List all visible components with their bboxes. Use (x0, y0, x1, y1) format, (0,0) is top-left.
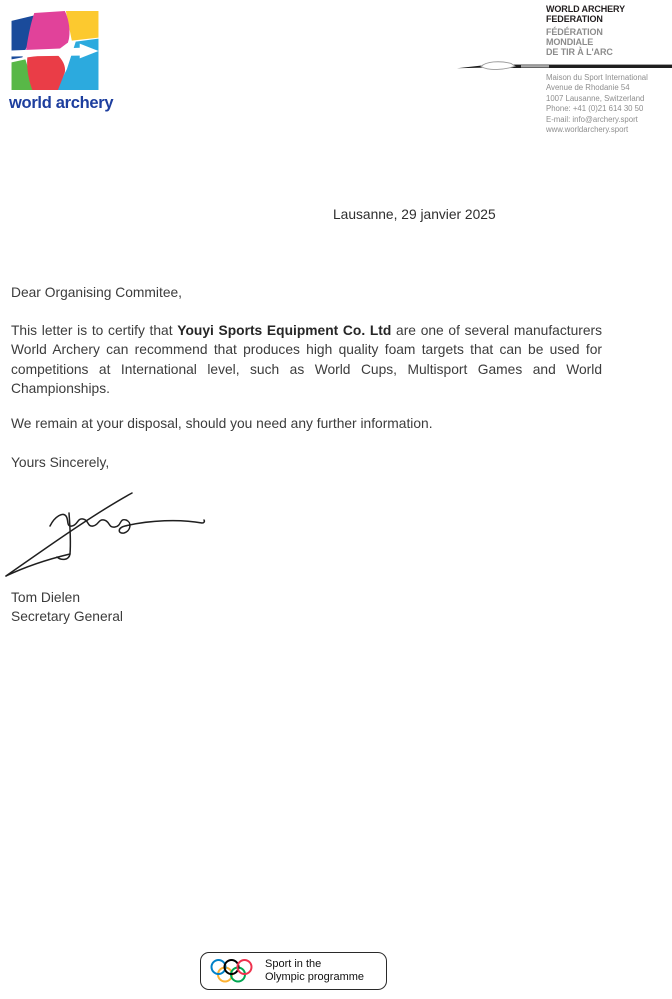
body-paragraph (11, 321, 602, 398)
federation-fr-line2: MONDIALE (546, 36, 594, 47)
signature-stroke (6, 493, 132, 576)
signature-block (11, 588, 123, 627)
olympic-rings-icon (209, 957, 255, 985)
world-archery-logo-icon (10, 10, 100, 94)
olympic-badge-text (265, 958, 364, 984)
federation-en-line2: FEDERATION (546, 13, 603, 24)
badge-line2: Olympic programme (265, 971, 365, 983)
logo-yellow-segment (66, 11, 99, 41)
arrow-shaft-band (521, 65, 549, 67)
letterhead-address (546, 73, 648, 135)
federation-fr-line1: FÉDÉRATION (546, 27, 603, 37)
signature-stroke (6, 554, 70, 576)
federation-en-line1: WORLD ARCHERY (546, 4, 626, 14)
company-name: Youyi Sports Equipment Co. Ltd (177, 323, 392, 338)
federation-name-fr (546, 28, 613, 58)
olympic-badge (200, 952, 387, 990)
body-rest-text: are one of several manufacturers World Archery can recommend that produces high quality foam targets that can be used for competitions at International level, such as World Cups, Multisport Games and World Championships. (11, 323, 603, 396)
address-line: Phone: +41 (0)21 614 30 50 (546, 104, 644, 114)
address-line: 1007 Lausanne, Switzerland (546, 93, 645, 103)
body-lead-text: This letter is to certify that (11, 323, 178, 338)
federation-fr-line3: DE TIR À L'ARC (546, 46, 613, 57)
signature-image (5, 486, 215, 578)
signer-name: Tom Dielen (11, 590, 81, 605)
arrow-nock (457, 65, 483, 68)
logo-red-bow-limb (27, 53, 65, 90)
wordmark: world archery (9, 94, 114, 112)
arrow-fletching (481, 62, 515, 70)
address-line: Maison du Sport International (546, 73, 648, 82)
signer-title: Secretary General (11, 609, 123, 625)
address-line: Avenue de Rhodanie 54 (546, 83, 630, 93)
salutation: Dear Organising Commitee, (11, 285, 182, 300)
address-email: E-mail: info@archery.sport (546, 114, 638, 124)
dateline: Lausanne, 29 janvier 2025 (333, 207, 496, 222)
federation-name-en (546, 5, 625, 24)
badge-line1: Sport in the (265, 958, 322, 971)
arrow-graphic-icon (455, 58, 672, 74)
address-website: www.worldarchery.sport (546, 125, 629, 135)
closing-phrase: Yours Sincerely, (11, 455, 110, 470)
second-paragraph: We remain at your disposal, should you need any further information. (11, 416, 433, 431)
